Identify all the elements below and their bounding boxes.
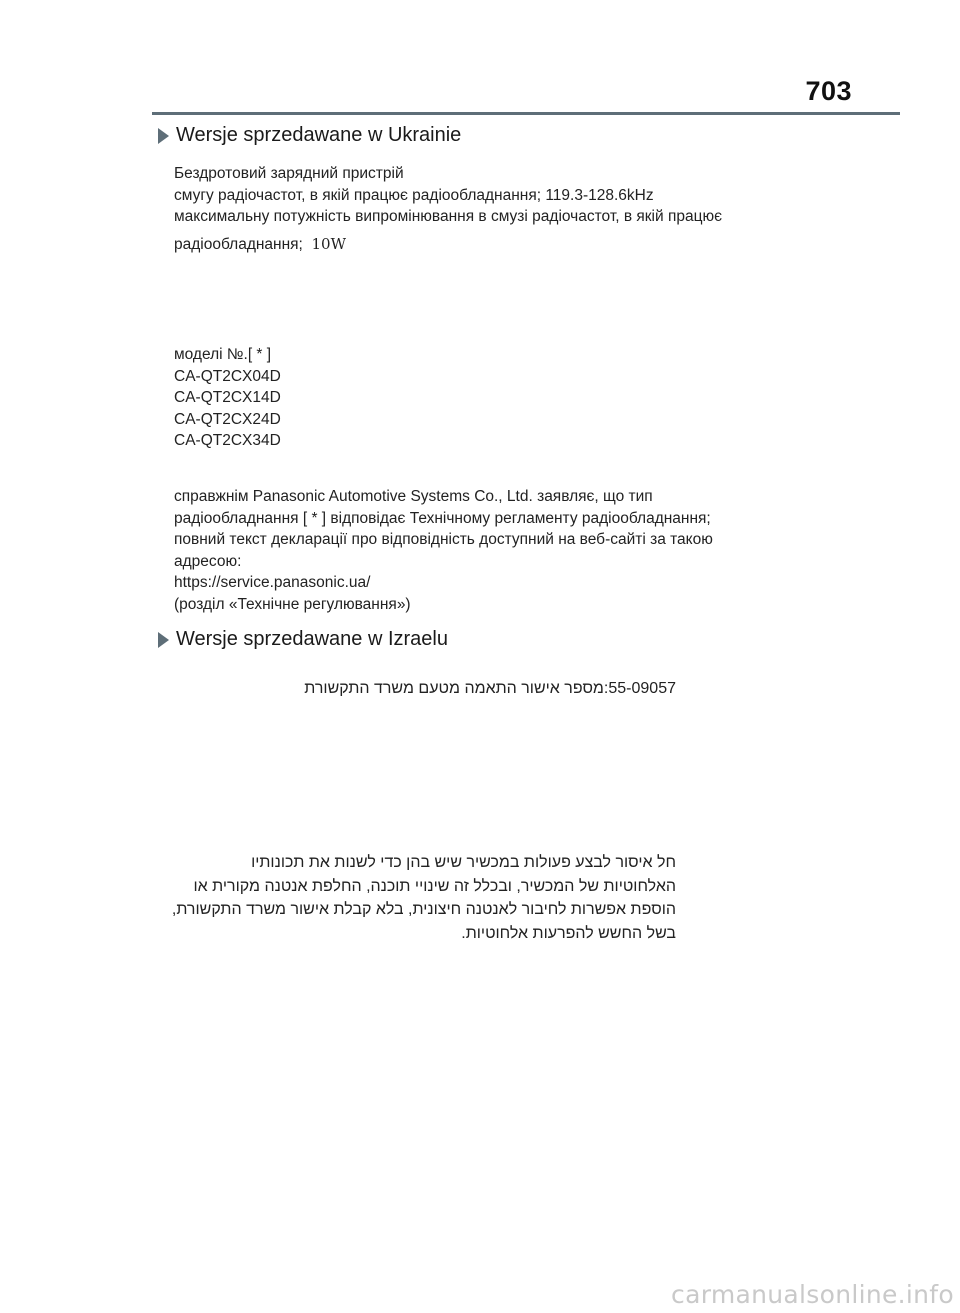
ukraine-charger-spec <box>174 163 722 255</box>
israel-approval-number <box>304 677 676 701</box>
ukraine-model-list <box>174 344 281 452</box>
notice-line: האלחוטיות של המכשיר, ובכלל זה שינויי תוכנה, החלפת אנטנה מקורית או <box>193 877 676 895</box>
approval-line: 55-09057:מספר אישור התאמה מטעם משרד התקשורת <box>304 680 676 697</box>
section-heading-israel-text: Wersje sprzedawane w Izraelu <box>176 628 448 650</box>
power-value: 10W <box>311 234 346 253</box>
declaration-line: (розділ «Технічне регулювання») <box>174 595 411 613</box>
models-label: моделі №.[ * ] <box>174 346 272 363</box>
page-number: 703 <box>805 76 852 106</box>
model-number: CA-QT2CX14D <box>174 389 281 406</box>
triangle-bullet-icon <box>158 632 169 648</box>
notice-line: חל איסור לבצע פעולות במכשיר שיש בהן כדי לשנות את תכונותיו <box>251 854 676 871</box>
power-label: радіообладнання; <box>174 235 303 253</box>
triangle-bullet-icon <box>158 128 169 144</box>
notice-line: הוספת אפשרות לחיבור לאנטנה חיצונית, בלא קבלת אישור משרד התקשורת, <box>171 901 676 918</box>
model-number: CA-QT2CX24D <box>174 410 281 428</box>
declaration-line: справжнім Panasonic Automotive Systems Co., Ltd. заявляє, що тип <box>174 488 653 505</box>
declaration-url: https://service.panasonic.ua/ <box>174 574 371 591</box>
watermark: carmanualsonline.info <box>671 1280 954 1309</box>
israel-notice <box>172 851 676 945</box>
spec-line: смугу радіочастот, в якій працює радіообладнання; 119.3-128.6kHz <box>174 186 654 204</box>
spec-power-line <box>174 234 722 256</box>
section-heading-ukraine-text: Wersje sprzedawane w Ukrainie <box>176 124 462 146</box>
declaration-line: адресою: <box>174 552 242 570</box>
notice-line: בשל החשש להפרעות אלחוטיות. <box>461 924 676 942</box>
model-number: CA-QT2CX34D <box>174 432 281 449</box>
spec-line: Бездротовий зарядний пристрій <box>174 165 404 182</box>
model-number: CA-QT2CX04D <box>174 367 281 385</box>
ukraine-declaration <box>174 486 713 615</box>
section-heading-ukraine <box>158 124 461 147</box>
header-rule <box>152 112 900 115</box>
spec-line: максимальну потужність випромінювання в смузі радіочастот, в якій працює <box>174 208 722 225</box>
section-heading-israel <box>158 628 448 651</box>
declaration-line: повний текст декларації про відповідність доступний на веб-сайті за такою <box>174 531 713 548</box>
declaration-line: радіообладнання [ * ] відповідає Технічному регламенту радіообладнання; <box>174 509 711 527</box>
